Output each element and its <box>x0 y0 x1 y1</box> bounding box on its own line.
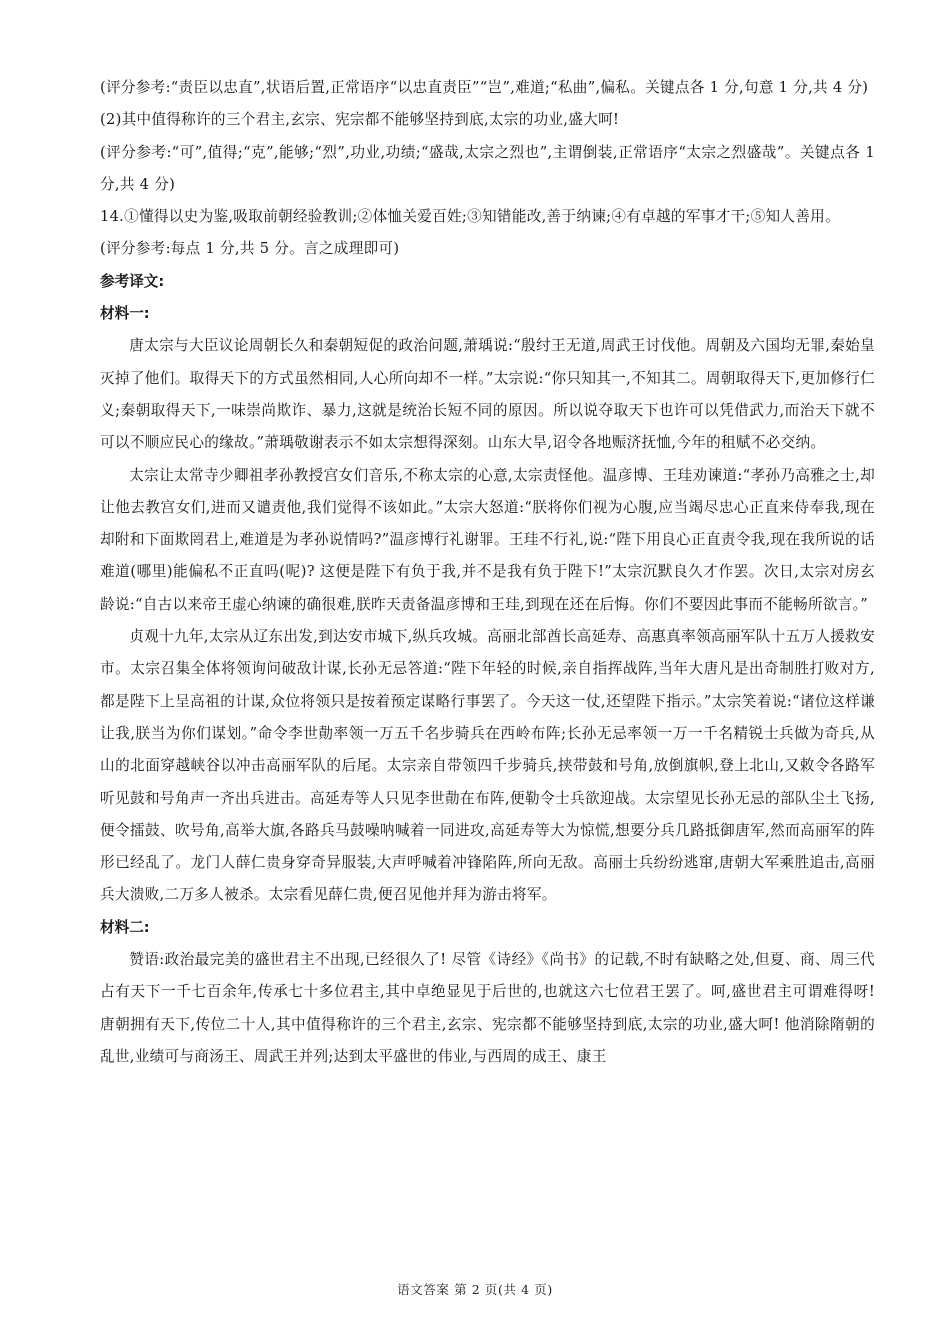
scoring-note-1: (评分参考:“责臣以忠直”,状语后置,正常语序“以忠直责臣”“岂”,难道;“私曲”,偏私。关键点各 1 分,句意 1 分,共 4 分) <box>100 79 869 96</box>
material-1-paragraph: 唐太宗与大臣议论周朝长久和秦朝短促的政治问题,萧瑀说:“殷纣王无道,周武王讨伐他。周朝及六国均无罪,秦始皇灭掉了他们。取得天下的方式虽然相同,人心所向却不一样。”太宗说:“你只知其一,不知其二。周朝取得天下,更加修行仁义;秦朝取得天下,一味崇尚欺诈、暴力,这就是统治长短不同的原因。所以说夺取天下也许可以凭借武力,而治天下就不可以不顺应民心的缘故。”萧瑀敬谢表示不如太宗想得深刻。山东大旱,诏令各地赈济抚恤,今年的租赋不必交纳。 <box>100 337 875 452</box>
page-footer: 语文答案 第 2 页(共 4 页) <box>397 1282 553 1297</box>
answer-content <box>100 72 875 1073</box>
scoring-note-2: (评分参考:“可”,值得;“克”,能够;“烈”,功业,功绩;“盛哉,太宗之烈也”,主谓倒装,正常语序“太宗之烈盛哉”。关键点各 1 分,共 4 分) <box>100 143 875 193</box>
material-1-paragraph: 太宗让太常寺少卿祖孝孙教授宫女们音乐,不称太宗的心意,太宗责怪他。温彦博、王珪劝谏道:“孝孙乃高雅之士,却让他去教宫女们,进而又谴责他,我们觉得不该如此。”太宗大怒道:“朕将你们视为心腹,应当竭尽忠心正直来侍奉我,现在却附和下面欺罔君上,难道是为孝孙说情吗?”温彦博行礼谢罪。王珪不行礼,说:“陛下用良心正直责令我,现在我所说的话难道(哪里)能偏私不正直吗(呢)? 这便是陛下有负于我,并不是我有负于陛下!”太宗沉默良久才作罢。次日,太宗对房玄龄说:“自古以来帝王虚心纳谏的确很难,朕昨天责备温彦博和王珪,到现在还在后悔。你们不要因此事而不能畅所欲言。” <box>100 466 875 613</box>
material-2-paragraph: 赞语:政治最完美的盛世君主不出现,已经很久了! 尽管《诗经》《尚书》的记载,不时有缺略之处,但夏、商、周三代占有天下一千七百余年,传承七十多位君主,其中卓绝显见于后世的,也就这六七位君王罢了。呵,盛世君主可谓难得呀! 唐朝拥有天下,传位二十人,其中值得称许的三个君主,玄宗、宪宗都不能够坚持到底,太宗的功业,盛大呵! 他消除隋朝的乱世,业绩可与商汤王、周武王并列;达到太平盛世的伟业,与西周的成王、康王 <box>100 951 875 1065</box>
scoring-note-14: (评分参考:每点 1 分,共 5 分。言之成理即可) <box>100 240 400 258</box>
question-14-answer: 14.①懂得以史为鉴,吸取前朝经验教训;②体恤关爱百姓;③知错能改,善于纳谏;④有卓越的军事才干;⑤知人善用。 <box>100 208 840 226</box>
translation-answer-2: (2)其中值得称许的三个君主,玄宗、宪宗都不能够坚持到底,太宗的功业,盛大呵! <box>100 111 620 129</box>
material-2-heading: 材料二: <box>100 918 150 936</box>
reference-translation-heading: 参考译文: <box>100 272 165 290</box>
material-1-heading: 材料一: <box>100 305 150 323</box>
material-1-paragraph: 贞观十九年,太宗从辽东出发,到达安市城下,纵兵攻城。高丽北部酋长高延寿、高惠真率领高丽军队十五万人援救安市。太宗召集全体将领询问破敌计谋,长孙无忌答道:“陛下年轻的时候,亲自指挥战阵,当年大唐凡是出奇制胜打败对方,都是陛下上呈高祖的计谋,众位将领只是按着预定谋略行事罢了。今天这一仗,还望陛下指示。”太宗笑着说:“诸位这样谦让我,朕当为你们谋划。”命令李世勣率领一万五千名步骑兵在西岭布阵;长孙无忌率领一万一千名精锐士兵做为奇兵,从山的北面穿越峡谷以冲击高丽军队的后尾。太宗亲自带领四千步骑兵,挟带鼓和号角,放倒旗帜,登上北山,又敕令各路军听见鼓和号角声一齐出兵进击。高延寿等人只见李世勣在布阵,便勒令士兵欲迎战。太宗望见长孙无忌的部队尘土飞扬,便令擂鼓、吹号角,高举大旗,各路兵马鼓噪呐喊着一同进攻,高延寿等大为惊慌,想要分兵几路抵御唐军,然而高丽军的阵形已经乱了。龙门人薛仁贵身穿奇异服装,大声呼喊着冲锋陷阵,所向无敌。高丽士兵纷纷逃窜,唐朝大军乘胜追击,高丽兵大溃败,二万多人被杀。太宗看见薛仁贵,便召见他并拜为游击将军。 <box>100 628 875 904</box>
